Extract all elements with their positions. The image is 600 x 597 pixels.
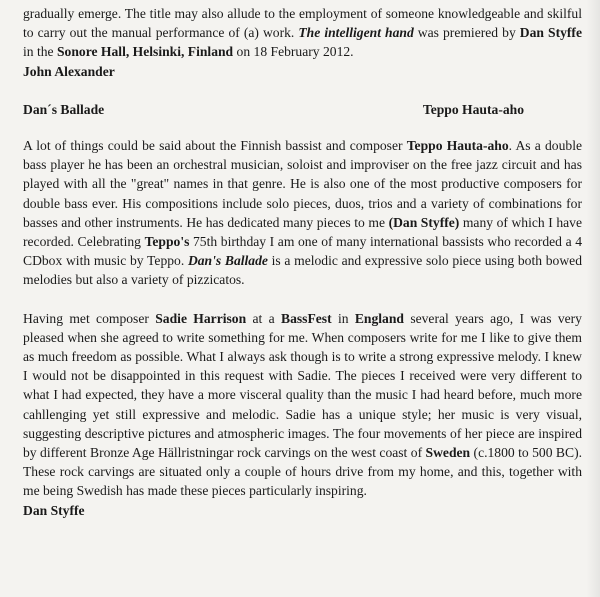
bold-text: England — [354, 310, 404, 326]
bold-text: BassFest — [281, 310, 332, 326]
body-text: (c.1800 to 500 BC). These rock carvings are situated only a couple of hours drive from my home, and this, together with me being Swedish has made these pieces particularly inspiring. — [23, 445, 582, 499]
harrison-paragraph — [23, 309, 582, 501]
bold-text: Teppo's — [144, 234, 190, 250]
harrison-signature: Dan Styffe — [23, 502, 85, 518]
body-text: 75th birthday I am one of many international bassists who recorded a 4 CDbox with music by Teppo. — [23, 234, 582, 269]
bold-text: (Dan Styffe) — [388, 214, 460, 230]
intro-signature: John Alexander — [23, 63, 115, 79]
bold-text: Sadie Harrison — [155, 310, 247, 326]
section-heading — [23, 100, 582, 119]
intro-text: on 18 February 2012. — [233, 44, 354, 60]
body-text: several years ago, I was very pleased when she agreed to write something for me. When composers write for me I like to give them as much freedom as possible. What I always ask though is to write a strong expressive melody. I knew I would not be disappointed in this request with Sadie. The pieces I received were very different to what I had expected, they have a more visceral quality than the music I had heard before, much more cahllenging yet still expressive and melodic. Sadie has a unique style; her music is very visual, suggesting descriptive pictures and atmospheric images. The four movements of her piece are inspired by different Bronze Age Hällristningar rock carvings on the west coast of — [23, 310, 582, 461]
ballade-paragraph — [23, 136, 582, 290]
body-text: is a melodic and expressive solo piece using both bowed melodies but also a variety of pizzicatos. — [23, 253, 582, 288]
venue-name: Sonore Hall, Helsinki, Finland — [56, 44, 234, 60]
body-text: A lot of things could be said about the Finnish bassist and composer — [23, 138, 407, 154]
body-text: in — [331, 310, 355, 326]
intro-text: was premiered by — [413, 25, 520, 41]
piece-title: Dan´s Ballade — [23, 101, 105, 117]
body-text: many of which I have recorded. Celebrating — [23, 214, 582, 250]
bold-text: Sweden — [425, 445, 471, 461]
work-title: The intelligent hand — [298, 25, 414, 41]
composer-name: Teppo Hauta-aho — [422, 101, 524, 117]
body-text: . As a double bass player he has been an orchestral musician, soloist and improviser on the free jazz circuit and has played with all the "great" names in that genre. He is also one of the most productive composers for double bass ever. His compositions include solo pieces, duos, trios and a variety of combinations for basses and other instruments. He has dedicated many pieces to me — [23, 138, 583, 230]
body-text: Having met composer — [23, 310, 156, 326]
work-title: Dan's Ballade — [187, 253, 268, 269]
intro-paragraph — [23, 4, 582, 62]
intro-text: gradually emerge. The title may also allude to the employment of someone knowledgeable and skilful to carry out the manual performance of (a) work. — [23, 6, 582, 41]
performer-name: Dan Styffe — [519, 25, 582, 41]
body-text: at a — [246, 310, 282, 326]
intro-text: in the — [23, 44, 57, 60]
bold-text: Teppo Hauta-aho — [406, 138, 509, 154]
